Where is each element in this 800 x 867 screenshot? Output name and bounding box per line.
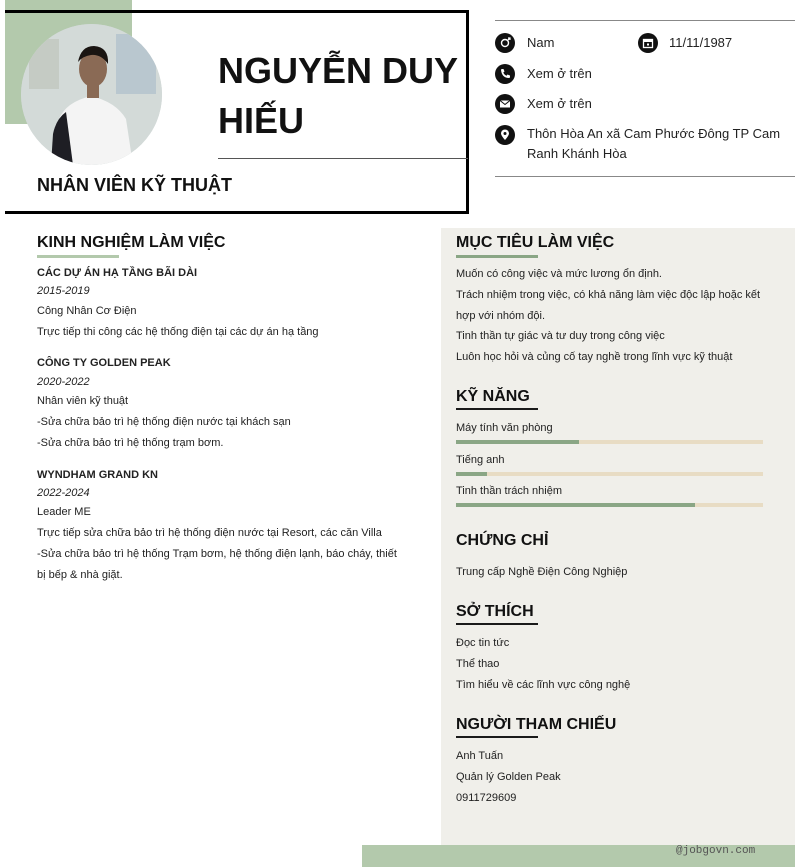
hobbies-title-underline <box>456 623 538 625</box>
watermark: @jobgovn.com <box>676 845 756 857</box>
job-title: NHÂN VIÊN KỸ THUẬT <box>37 175 233 195</box>
experience-title: KINH NGHIỆM LÀM VIỆC <box>37 234 226 251</box>
hobby-item: Tìm hiểu về các lĩnh vực công nghệ <box>456 679 631 691</box>
skill-bar-fill <box>456 503 695 507</box>
address-line1: Thôn Hòa An xã Cam Phước Đông TP Cam <box>527 126 781 141</box>
job-1-period: 2015-2019 <box>37 285 90 297</box>
location-icon <box>495 125 515 145</box>
address-line2: Ranh Khánh Hòa <box>527 146 627 161</box>
job-3-company: WYNDHAM GRAND KN <box>37 469 158 481</box>
hobby-item: Thể thao <box>456 658 500 670</box>
birthday-value: 11/11/1987 <box>669 35 733 50</box>
objective-title: MỤC TIÊU LÀM VIỆC <box>456 234 615 251</box>
experience-title-underline <box>37 255 119 258</box>
objective-line: Trách nhiệm trong việc, có khả năng làm việc độc lập hoặc kết <box>456 289 761 301</box>
job-2-detail: -Sửa chữa bảo trì hệ thống điện nước tại khách sạn <box>37 416 291 428</box>
contact-divider-bottom <box>495 176 795 177</box>
phone-value: Xem ở trên <box>527 66 592 81</box>
skill-bar-track <box>456 472 763 476</box>
skill-name: Tiếng anh <box>456 454 505 466</box>
references-title-underline <box>456 736 538 738</box>
skills-title: KỸ NĂNG <box>456 388 530 405</box>
job-2-company: CÔNG TY GOLDEN PEAK <box>37 357 171 369</box>
skills-title-underline <box>456 408 538 410</box>
objective-line: Tinh thần tự giác và tư duy trong công việc <box>456 330 665 342</box>
reference-item: Anh Tuấn <box>456 750 504 762</box>
avatar-photo <box>21 24 162 165</box>
calendar-icon <box>638 33 658 53</box>
hobby-item: Đọc tin tức <box>456 637 510 649</box>
job-1-position: Công Nhân Cơ Điện <box>37 305 137 317</box>
objective-line: Muốn có công việc và mức lương ổn định. <box>456 268 662 280</box>
candidate-name <box>218 46 468 146</box>
skill-name: Máy tính văn phòng <box>456 422 553 434</box>
references-title: NGƯỜI THAM CHIẾU <box>456 716 617 733</box>
gender-value: Nam <box>527 35 555 50</box>
job-2-detail: -Sửa chữa bảo trì hệ thống trạm bơm. <box>37 437 224 449</box>
job-1-detail: Trực tiếp thi công các hệ thống điện tại các dự án hạ tầng <box>37 326 319 338</box>
skill-bar-track <box>456 503 763 507</box>
objective-title-underline <box>456 255 538 258</box>
name-divider <box>218 158 468 159</box>
gender-icon <box>495 33 515 53</box>
avatar <box>21 24 162 165</box>
email-value: Xem ở trên <box>527 96 592 111</box>
contact-divider-top <box>495 20 795 21</box>
skill-name: Tinh thần trách nhiệm <box>456 485 562 497</box>
certificate-item: Trung cấp Nghề Điện Công Nghiệp <box>456 566 628 578</box>
job-3-detail: Trực tiếp sửa chữa bảo trì hệ thống điện nước tại Resort, các căn Villa <box>37 527 382 539</box>
job-3-position: Leader ME <box>37 506 91 518</box>
job-1-company: CÁC DỰ ÁN HẠ TẦNG BÃI DÀI <box>37 267 198 279</box>
skill-bar-fill <box>456 440 579 444</box>
candidate-name-line2: HIẾU <box>218 100 305 141</box>
reference-item: 0911729609 <box>456 792 517 804</box>
hobbies-title: SỞ THÍCH <box>456 603 534 620</box>
certificates-title: CHỨNG CHỈ <box>456 532 549 549</box>
job-3-detail: -Sửa chữa bảo trì hệ thống Trạm bơm, hệ thống điện lạnh, báo cháy, thiết <box>37 548 397 560</box>
reference-item: Quản lý Golden Peak <box>456 771 561 783</box>
objective-line: hợp với nhóm đội. <box>456 310 546 322</box>
job-2-period: 2020-2022 <box>37 376 90 388</box>
email-icon <box>495 94 515 114</box>
job-3-detail: bị bếp & nhà giặt. <box>37 569 123 581</box>
phone-icon <box>495 64 515 84</box>
job-2-position: Nhân viên kỹ thuật <box>37 395 129 407</box>
candidate-name-line1: NGUYỄN DUY <box>218 50 459 91</box>
job-3-period: 2022-2024 <box>37 487 90 499</box>
objective-line: Luôn học hỏi và củng cố tay nghề trong lĩnh vực kỹ thuật <box>456 351 733 363</box>
skill-bar-fill <box>456 472 487 476</box>
skill-bar-track <box>456 440 763 444</box>
